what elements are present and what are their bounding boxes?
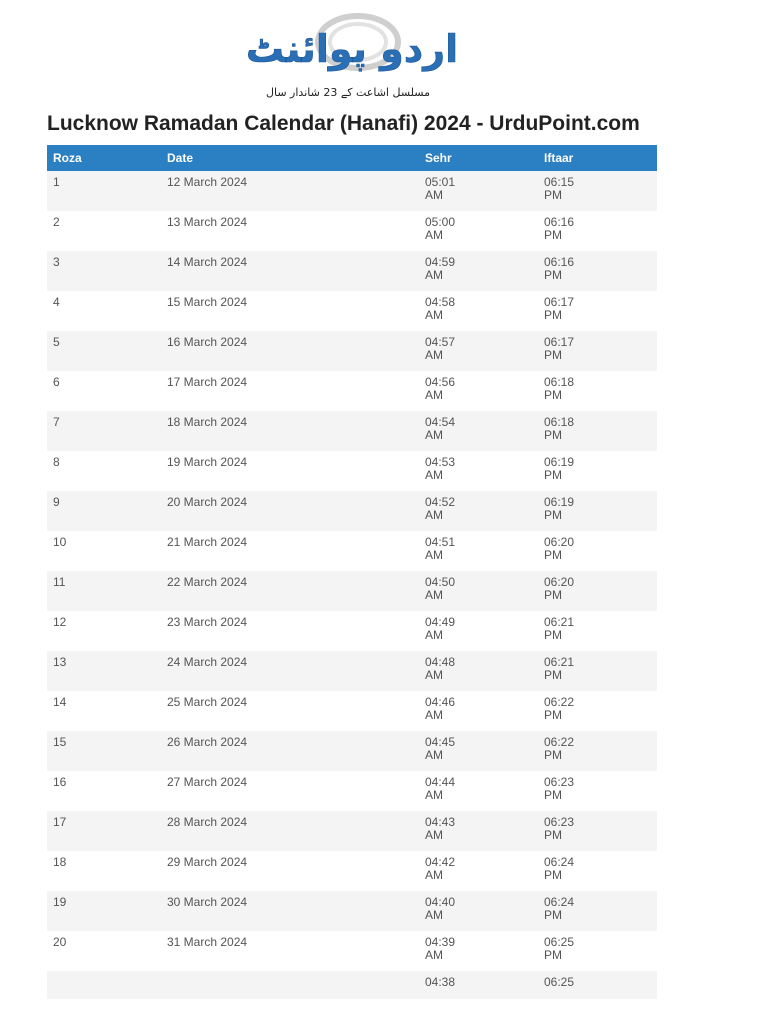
sehr-ampm: AM	[425, 588, 443, 602]
roza-number: 11	[53, 575, 66, 589]
sehr-time: 04:56	[425, 375, 456, 389]
iftaar-time: 06:21	[544, 615, 575, 629]
cell-date	[161, 691, 419, 731]
cell-roza	[47, 451, 161, 491]
roza-number: 5	[53, 335, 60, 349]
sehr-time: 04:59	[425, 255, 456, 269]
cell-roza	[47, 491, 161, 531]
iftaar-ampm: PM	[544, 628, 562, 642]
roza-number: 7	[53, 415, 60, 429]
cell-date	[161, 611, 419, 651]
column-header-iftaar: Iftaar	[538, 145, 657, 171]
page-title: Lucknow Ramadan Calendar (Hanafi) 2024 - UrduPoint.com	[47, 112, 640, 135]
cell-sehr	[419, 371, 538, 411]
roza-number: 20	[53, 935, 67, 949]
sehr-time: 04:58	[425, 295, 456, 309]
roza-date: 29 March 2024	[167, 855, 248, 869]
iftaar-time: 06:19	[544, 495, 575, 509]
logo-tagline: مسلسل اشاعت کے 23 شاندار سال	[266, 86, 430, 99]
cell-iftaar	[538, 371, 657, 411]
sehr-ampm: AM	[425, 388, 443, 402]
roza-date: 30 March 2024	[167, 895, 248, 909]
sehr-ampm: AM	[425, 348, 443, 362]
cell-iftaar	[538, 211, 657, 251]
table-row	[47, 931, 657, 971]
iftaar-time: 06:22	[544, 695, 575, 709]
sehr-time: 05:01	[425, 175, 456, 189]
cell-sehr	[419, 171, 538, 211]
sehr-ampm: AM	[425, 228, 443, 242]
sehr-time: 04:45	[425, 735, 456, 749]
cell-roza	[47, 971, 161, 999]
cell-sehr	[419, 691, 538, 731]
cell-roza	[47, 811, 161, 851]
iftaar-ampm: PM	[544, 228, 562, 242]
roza-date: 20 March 2024	[167, 495, 248, 509]
cell-sehr	[419, 811, 538, 851]
roza-number: 17	[53, 815, 67, 829]
iftaar-time: 06:25	[544, 935, 575, 949]
iftaar-time: 06:24	[544, 855, 575, 869]
iftaar-ampm: PM	[544, 948, 562, 962]
iftaar-time: 06:19	[544, 455, 575, 469]
cell-sehr	[419, 771, 538, 811]
cell-roza	[47, 371, 161, 411]
cell-date	[161, 331, 419, 371]
roza-date: 22 March 2024	[167, 575, 248, 589]
cell-sehr	[419, 291, 538, 331]
iftaar-ampm: PM	[544, 588, 562, 602]
iftaar-ampm: PM	[544, 348, 562, 362]
iftaar-ampm: PM	[544, 308, 562, 322]
cell-iftaar	[538, 731, 657, 771]
column-header-sehr: Sehr	[419, 145, 538, 171]
cell-iftaar	[538, 651, 657, 691]
sehr-time: 04:44	[425, 775, 456, 789]
table-row	[47, 651, 657, 691]
column-header-roza: Roza	[47, 145, 161, 171]
roza-number: 6	[53, 375, 60, 389]
cell-sehr	[419, 931, 538, 971]
cell-sehr	[419, 491, 538, 531]
cell-iftaar	[538, 891, 657, 931]
cell-sehr	[419, 851, 538, 891]
iftaar-ampm: PM	[544, 468, 562, 482]
cell-date	[161, 731, 419, 771]
table-row	[47, 411, 657, 451]
cell-iftaar	[538, 491, 657, 531]
iftaar-time: 06:24	[544, 895, 575, 909]
sehr-time: 04:46	[425, 695, 456, 709]
table-row	[47, 851, 657, 891]
cell-iftaar	[538, 851, 657, 891]
cell-roza	[47, 731, 161, 771]
urdupoint-logo[interactable]	[245, 6, 459, 102]
roza-date: 13 March 2024	[167, 215, 248, 229]
cell-date	[161, 851, 419, 891]
cell-date	[161, 971, 419, 999]
iftaar-ampm: PM	[544, 388, 562, 402]
sehr-time: 04:53	[425, 455, 456, 469]
roza-date: 21 March 2024	[167, 535, 248, 549]
table-row	[47, 171, 657, 211]
sehr-ampm: AM	[425, 428, 443, 442]
iftaar-time: 06:20	[544, 575, 575, 589]
cell-date	[161, 651, 419, 691]
iftaar-ampm: PM	[544, 708, 562, 722]
cell-iftaar	[538, 251, 657, 291]
iftaar-time: 06:23	[544, 815, 575, 829]
cell-roza	[47, 931, 161, 971]
iftaar-time: 06:18	[544, 415, 575, 429]
sehr-ampm: AM	[425, 828, 443, 842]
cell-roza	[47, 571, 161, 611]
iftaar-time: 06:21	[544, 655, 575, 669]
sehr-time: 04:42	[425, 855, 456, 869]
cell-sehr	[419, 331, 538, 371]
roza-number: 14	[53, 695, 67, 709]
iftaar-time: 06:22	[544, 735, 575, 749]
cell-sehr	[419, 611, 538, 651]
iftaar-time: 06:18	[544, 375, 575, 389]
cell-iftaar	[538, 331, 657, 371]
iftaar-ampm: PM	[544, 508, 562, 522]
roza-date: 23 March 2024	[167, 615, 248, 629]
sehr-ampm: AM	[425, 468, 443, 482]
roza-date: 17 March 2024	[167, 375, 248, 389]
roza-date: 12 March 2024	[167, 175, 248, 189]
roza-number: 8	[53, 455, 60, 469]
roza-date: 16 March 2024	[167, 335, 248, 349]
iftaar-time: 06:15	[544, 175, 575, 189]
roza-number: 12	[53, 615, 67, 629]
table-header-row	[47, 145, 657, 171]
cell-roza	[47, 891, 161, 931]
cell-iftaar	[538, 931, 657, 971]
iftaar-ampm: PM	[544, 188, 562, 202]
cell-date	[161, 291, 419, 331]
sehr-ampm: AM	[425, 308, 443, 322]
cell-roza	[47, 171, 161, 211]
sehr-time: 04:48	[425, 655, 456, 669]
sehr-time: 04:50	[425, 575, 456, 589]
cell-roza	[47, 851, 161, 891]
cell-sehr	[419, 891, 538, 931]
table-row	[47, 291, 657, 331]
sehr-ampm: AM	[425, 268, 443, 282]
iftaar-time: 06:17	[544, 335, 575, 349]
iftaar-time: 06:23	[544, 775, 575, 789]
cell-date	[161, 811, 419, 851]
sehr-ampm: AM	[425, 548, 443, 562]
cell-date	[161, 411, 419, 451]
cell-iftaar	[538, 171, 657, 211]
iftaar-time: 06:16	[544, 215, 575, 229]
cell-iftaar	[538, 411, 657, 451]
sehr-time: 04:52	[425, 495, 456, 509]
sehr-time: 04:38	[425, 975, 456, 989]
cell-sehr	[419, 211, 538, 251]
iftaar-ampm: PM	[544, 748, 562, 762]
sehr-time: 04:51	[425, 535, 456, 549]
sehr-ampm: AM	[425, 668, 443, 682]
table-row	[47, 571, 657, 611]
sehr-time: 05:00	[425, 215, 456, 229]
sehr-ampm: AM	[425, 948, 443, 962]
cell-sehr	[419, 971, 538, 999]
cell-date	[161, 171, 419, 211]
cell-iftaar	[538, 611, 657, 651]
roza-number: 18	[53, 855, 67, 869]
cell-sehr	[419, 571, 538, 611]
table-row	[47, 691, 657, 731]
cell-iftaar	[538, 531, 657, 571]
roza-number: 15	[53, 735, 67, 749]
roza-date: 26 March 2024	[167, 735, 248, 749]
sehr-ampm: AM	[425, 788, 443, 802]
roza-number: 10	[53, 535, 67, 549]
ramadan-calendar-table	[47, 145, 657, 999]
cell-iftaar	[538, 691, 657, 731]
roza-number: 3	[53, 255, 60, 269]
cell-roza	[47, 611, 161, 651]
iftaar-time: 06:20	[544, 535, 575, 549]
column-header-date: Date	[161, 145, 419, 171]
table-row	[47, 251, 657, 291]
iftaar-time: 06:16	[544, 255, 575, 269]
cell-sehr	[419, 411, 538, 451]
table-row	[47, 891, 657, 931]
cell-roza	[47, 291, 161, 331]
roza-number: 13	[53, 655, 67, 669]
table-row	[47, 971, 657, 999]
iftaar-ampm: PM	[544, 268, 562, 282]
roza-number: 1	[53, 175, 60, 189]
sehr-time: 04:57	[425, 335, 456, 349]
cell-roza	[47, 251, 161, 291]
cell-sehr	[419, 451, 538, 491]
cell-date	[161, 371, 419, 411]
iftaar-ampm: PM	[544, 668, 562, 682]
roza-date: 31 March 2024	[167, 935, 248, 949]
cell-date	[161, 771, 419, 811]
roza-date: 24 March 2024	[167, 655, 248, 669]
roza-number: 4	[53, 295, 60, 309]
roza-date: 14 March 2024	[167, 255, 248, 269]
table-row	[47, 491, 657, 531]
roza-number: 2	[53, 215, 60, 229]
cell-date	[161, 571, 419, 611]
sehr-time: 04:49	[425, 615, 456, 629]
cell-iftaar	[538, 451, 657, 491]
cell-roza	[47, 771, 161, 811]
logo-text: اردو پوائنٹ	[245, 27, 459, 71]
cell-date	[161, 531, 419, 571]
cell-roza	[47, 691, 161, 731]
iftaar-ampm: PM	[544, 788, 562, 802]
iftaar-ampm: PM	[544, 868, 562, 882]
cell-sehr	[419, 651, 538, 691]
roza-number: 19	[53, 895, 67, 909]
table-row	[47, 211, 657, 251]
iftaar-ampm: PM	[544, 908, 562, 922]
iftaar-ampm: PM	[544, 428, 562, 442]
cell-date	[161, 891, 419, 931]
cell-sehr	[419, 531, 538, 571]
cell-sehr	[419, 731, 538, 771]
table-row	[47, 771, 657, 811]
iftaar-ampm: PM	[544, 828, 562, 842]
roza-number: 16	[53, 775, 67, 789]
cell-roza	[47, 651, 161, 691]
cell-sehr	[419, 251, 538, 291]
table-row	[47, 331, 657, 371]
cell-iftaar	[538, 771, 657, 811]
table-row	[47, 811, 657, 851]
cell-iftaar	[538, 971, 657, 999]
sehr-ampm: AM	[425, 188, 443, 202]
cell-roza	[47, 211, 161, 251]
cell-date	[161, 251, 419, 291]
sehr-time: 04:40	[425, 895, 456, 909]
cell-date	[161, 931, 419, 971]
cell-iftaar	[538, 291, 657, 331]
cell-roza	[47, 411, 161, 451]
table-row	[47, 451, 657, 491]
cell-date	[161, 451, 419, 491]
sehr-ampm: AM	[425, 748, 443, 762]
sehr-time: 04:39	[425, 935, 456, 949]
sehr-ampm: AM	[425, 628, 443, 642]
cell-iftaar	[538, 571, 657, 611]
table-row	[47, 731, 657, 771]
sehr-ampm: AM	[425, 908, 443, 922]
cell-roza	[47, 531, 161, 571]
sehr-ampm: AM	[425, 708, 443, 722]
roza-date: 25 March 2024	[167, 695, 248, 709]
table-row	[47, 611, 657, 651]
sehr-ampm: AM	[425, 508, 443, 522]
roza-number: 9	[53, 495, 60, 509]
sehr-time: 04:54	[425, 415, 456, 429]
cell-date	[161, 491, 419, 531]
roza-date: 18 March 2024	[167, 415, 248, 429]
table-row	[47, 371, 657, 411]
table-row	[47, 531, 657, 571]
roza-date: 19 March 2024	[167, 455, 248, 469]
cell-date	[161, 211, 419, 251]
roza-date: 15 March 2024	[167, 295, 248, 309]
sehr-time: 04:43	[425, 815, 456, 829]
cell-roza	[47, 331, 161, 371]
cell-iftaar	[538, 811, 657, 851]
table-body	[47, 171, 657, 999]
iftaar-time: 06:25	[544, 975, 575, 989]
roza-date: 28 March 2024	[167, 815, 248, 829]
roza-date: 27 March 2024	[167, 775, 248, 789]
iftaar-time: 06:17	[544, 295, 575, 309]
sehr-ampm: AM	[425, 868, 443, 882]
iftaar-ampm: PM	[544, 548, 562, 562]
